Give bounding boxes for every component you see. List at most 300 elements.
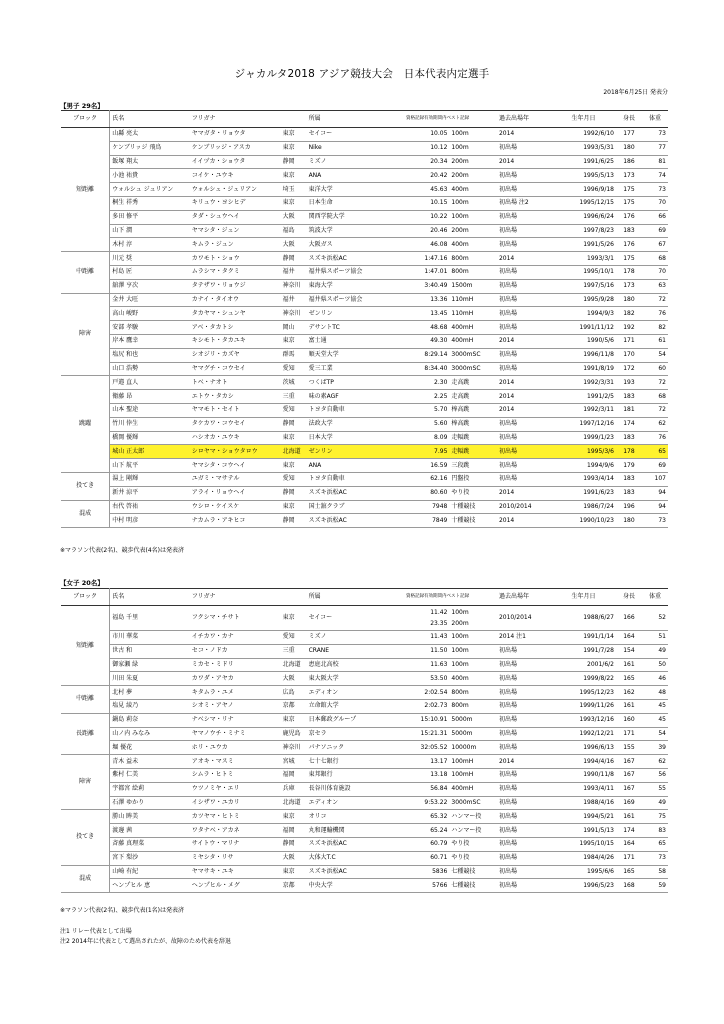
cell-kana: フクシマ・チサト xyxy=(190,606,281,631)
cell-affil: ミズノ xyxy=(307,155,404,169)
cell-past: 初出場 xyxy=(497,321,551,335)
cell-name: ヘンプヒル 恵 xyxy=(110,879,190,893)
cell-event: 200m xyxy=(449,155,497,169)
women-note: ※マラソン代表(2名)、競歩代表(1名)は発表済 xyxy=(60,907,185,914)
cell-height: 170 xyxy=(616,348,642,362)
cell-kana: イイヅカ・ショウタ xyxy=(190,155,281,169)
cell-past: 2014 xyxy=(497,486,551,500)
cell-kana: ハシオカ・ユウキ xyxy=(190,431,281,445)
table-row xyxy=(61,279,668,293)
cell-weight: 107 xyxy=(642,472,668,486)
cell-height: 171 xyxy=(616,334,642,348)
cell-weight: 54 xyxy=(642,348,668,362)
cell-height: 161 xyxy=(616,699,642,713)
cell-affil: ミズノ xyxy=(307,631,404,645)
header-pref xyxy=(281,589,307,606)
cell-record: 20.46 xyxy=(404,224,449,238)
cell-record: 60.71 xyxy=(404,851,449,865)
cell-past: 初出場 xyxy=(497,782,551,796)
cell-event: 100mH xyxy=(449,768,497,782)
cell-height: 169 xyxy=(616,796,642,810)
cell-event: やり投 xyxy=(449,837,497,851)
block-label: 投てき xyxy=(61,810,110,865)
cell-past: 初出場 xyxy=(497,445,551,459)
cell-birth: 1996/9/18 xyxy=(551,183,616,197)
cell-height: 164 xyxy=(616,837,642,851)
cell-record: 2.25 xyxy=(404,390,449,404)
block-label: 跳躍 xyxy=(61,376,110,473)
cell-birth: 1992/3/31 xyxy=(551,376,616,390)
cell-record: 11.63 xyxy=(404,658,449,672)
cell-past: 初出場 xyxy=(497,727,551,741)
cell-kana: タカヤマ・シュンヤ xyxy=(190,307,281,321)
cell-past: 初出場 xyxy=(497,658,551,672)
cell-record: 5766 xyxy=(404,879,449,893)
cell-weight: 69 xyxy=(642,224,668,238)
block-label: 障害 xyxy=(61,755,110,810)
cell-pref: 愛知 xyxy=(281,362,307,376)
cell-affil: トヨタ自動車 xyxy=(307,403,404,417)
cell-birth: 1993/3/1 xyxy=(551,252,616,266)
cell-affil: 愛三工業 xyxy=(307,362,404,376)
cell-affil: 丸和運輸機関 xyxy=(307,824,404,838)
cell-record: 49.30 xyxy=(404,334,449,348)
cell-pref: 大阪 xyxy=(281,210,307,224)
table-row xyxy=(61,196,668,210)
header-past: 過去出場年 xyxy=(497,111,551,128)
cell-weight: 52 xyxy=(642,606,668,631)
cell-height: 180 xyxy=(616,141,642,155)
cell-height: 180 xyxy=(616,293,642,307)
cell-event: 3000mSC xyxy=(449,348,497,362)
cell-pref: 北海道 xyxy=(281,796,307,810)
cell-height: 161 xyxy=(616,658,642,672)
cell-kana: ケンブリッジ・アスカ xyxy=(190,141,281,155)
cell-event: 400mH xyxy=(449,334,497,348)
cell-past: 2014 xyxy=(497,755,551,769)
cell-record: 80.60 xyxy=(404,486,449,500)
cell-affil: エディオン xyxy=(307,796,404,810)
cell-event: 5000m xyxy=(449,727,497,741)
cell-name: 山崎 有紀 xyxy=(110,865,190,879)
cell-pref: 東京 xyxy=(281,713,307,727)
cell-birth: 1996/6/13 xyxy=(551,741,616,755)
cell-pref: 静岡 xyxy=(281,514,307,528)
cell-event-line-2: 200m xyxy=(451,620,469,627)
cell-height: 162 xyxy=(616,686,642,700)
cell-height: 154 xyxy=(616,644,642,658)
cell-affil: 東邦銀行 xyxy=(307,768,404,782)
cell-pref: 福岡 xyxy=(281,824,307,838)
cell-affil: 東海大学 xyxy=(307,279,404,293)
cell-kana: カツヤマ・ヒトミ xyxy=(190,810,281,824)
cell-height: 164 xyxy=(616,631,642,645)
header-kana: フリガナ xyxy=(190,111,281,128)
table-row xyxy=(61,307,668,321)
cell-record: 5.60 xyxy=(404,417,449,431)
table-row xyxy=(61,334,668,348)
table-row xyxy=(61,210,668,224)
cell-event: 七種競技 xyxy=(449,865,497,879)
cell-past: 初出場 xyxy=(497,837,551,851)
cell-affil: ANA xyxy=(307,169,404,183)
cell-pref: 愛知 xyxy=(281,472,307,486)
cell-record: 13.17 xyxy=(404,755,449,769)
cell-record-line: 11.42 xyxy=(430,609,448,616)
cell-past: 初出場 xyxy=(497,169,551,183)
cell-height: 173 xyxy=(616,169,642,183)
cell-affil: セイコー xyxy=(307,128,404,142)
cell-birth: 1995/5/13 xyxy=(551,169,616,183)
cell-past: 初出場 xyxy=(497,672,551,686)
cell-kana: ヤマノウチ・ミナミ xyxy=(190,727,281,741)
cell-birth: 1999/11/26 xyxy=(551,699,616,713)
cell-name: 新井 涼平 xyxy=(110,486,190,500)
cell-past: 2014 xyxy=(497,334,551,348)
cell-height: 192 xyxy=(616,321,642,335)
cell-record: 10.05 xyxy=(404,128,449,142)
cell-birth: 1995/9/28 xyxy=(551,293,616,307)
cell-pref: 静岡 xyxy=(281,252,307,266)
cell-kana: カワダ・アヤカ xyxy=(190,672,281,686)
cell-height: 167 xyxy=(616,782,642,796)
cell-record: 13.45 xyxy=(404,307,449,321)
cell-event: 400m xyxy=(449,672,497,686)
cell-affil: スズキ浜松AC xyxy=(307,837,404,851)
cell-kana: ナベシマ・リナ xyxy=(190,713,281,727)
cell-kana: タケカワ・コウセイ xyxy=(190,417,281,431)
cell-weight: 76 xyxy=(642,307,668,321)
header-record: 資格記録有効期間内ベスト記録 xyxy=(404,111,449,128)
cell-birth: 1991/5/13 xyxy=(551,824,616,838)
cell-name: 金井 大旺 xyxy=(110,293,190,307)
cell-birth: 1994/4/16 xyxy=(551,755,616,769)
cell-record: 32:05.52 xyxy=(404,741,449,755)
cell-event: 100m xyxy=(449,196,497,210)
cell-height: 181 xyxy=(616,403,642,417)
cell-event: 三段跳 xyxy=(449,459,497,473)
cell-name: 石澤 ゆかり xyxy=(110,796,190,810)
cell-record-line-2: 23.35 xyxy=(430,620,448,627)
cell-height: 193 xyxy=(616,376,642,390)
cell-affil: 法政大学 xyxy=(307,417,404,431)
cell-event: 5000m xyxy=(449,713,497,727)
cell-affil: エディオン xyxy=(307,686,404,700)
cell-height: 178 xyxy=(616,445,642,459)
cell-birth: 1991/5/26 xyxy=(551,238,616,252)
cell-name: 木村 淳 xyxy=(110,238,190,252)
cell-pref: 北海道 xyxy=(281,658,307,672)
table-row xyxy=(61,644,668,658)
cell-kana: イチカワ・カナ xyxy=(190,631,281,645)
cell-height: 155 xyxy=(616,741,642,755)
cell-weight: 67 xyxy=(642,238,668,252)
cell-event: 200m xyxy=(449,224,497,238)
cell-weight: 68 xyxy=(642,252,668,266)
cell-past: 初出場 xyxy=(497,644,551,658)
cell-weight: 94 xyxy=(642,500,668,514)
cell-past: 初出場 xyxy=(497,879,551,893)
cell-pref: 埼玉 xyxy=(281,183,307,197)
page-title: ジャカルタ2018 アジア競技大会 日本代表内定選手 xyxy=(234,68,490,80)
cell-name: 川元 奨 xyxy=(110,252,190,266)
cell-affil: 筑波大学 xyxy=(307,224,404,238)
table-row xyxy=(61,606,668,631)
cell-kana: イシザワ・ユカリ xyxy=(190,796,281,810)
cell-birth: 1992/3/11 xyxy=(551,403,616,417)
cell-height: 176 xyxy=(616,238,642,252)
cell-name: 高山 峻野 xyxy=(110,307,190,321)
cell-event: 400m xyxy=(449,183,497,197)
cell-kana: アオキ・マスミ xyxy=(190,755,281,769)
cell-past: 2014 注1 xyxy=(497,631,551,645)
cell-height: 173 xyxy=(616,279,642,293)
cell-height: 186 xyxy=(616,155,642,169)
cell-event: 100m xyxy=(449,658,497,672)
cell-height: 183 xyxy=(616,390,642,404)
cell-kana: ミヤシタ・リサ xyxy=(190,851,281,865)
block-label: 中距離 xyxy=(61,252,110,293)
cell-birth: 1994/9/6 xyxy=(551,459,616,473)
table-row xyxy=(61,727,668,741)
cell-name: 小池 祐貴 xyxy=(110,169,190,183)
cell-name: 御家瀬 緑 xyxy=(110,658,190,672)
cell-height: 171 xyxy=(616,727,642,741)
cell-height: 161 xyxy=(616,810,642,824)
table-row xyxy=(61,128,668,142)
cell-name: 塩見 綾乃 xyxy=(110,699,190,713)
cell-weight: 72 xyxy=(642,293,668,307)
cell-kana: アベ・タカトシ xyxy=(190,321,281,335)
table-row xyxy=(61,403,668,417)
cell-weight: 61 xyxy=(642,334,668,348)
cell-affil: 富士通 xyxy=(307,334,404,348)
cell-kana: ムラシマ・タクミ xyxy=(190,265,281,279)
cell-affil: 立命館大学 xyxy=(307,699,404,713)
cell-kana: ヤマモト・セイト xyxy=(190,403,281,417)
cell-record: 20.34 xyxy=(404,155,449,169)
block-label: 短距離 xyxy=(61,606,110,686)
cell-kana: カナイ・タイオウ xyxy=(190,293,281,307)
cell-affil: オリコ xyxy=(307,810,404,824)
cell-kana: ウシロ・ケイスケ xyxy=(190,500,281,514)
cell-birth: 1995/12/15 xyxy=(551,196,616,210)
table-row xyxy=(61,500,668,514)
table-row xyxy=(61,755,668,769)
cell-name: 渡邊 茜 xyxy=(110,824,190,838)
header-weight: 体重 xyxy=(642,589,668,606)
cell-kana: ナカムラ・アキヒコ xyxy=(190,514,281,528)
cell-birth: 1996/5/23 xyxy=(551,879,616,893)
cell-height: 183 xyxy=(616,224,642,238)
cell-past: 初出場 注2 xyxy=(497,196,551,210)
cell-birth: 1991/6/23 xyxy=(551,486,616,500)
cell-kana: ヤマグチ・コウセイ xyxy=(190,362,281,376)
cell-past: 初出場 xyxy=(497,686,551,700)
table-row xyxy=(61,810,668,824)
cell-kana: タテザワ・リョウジ xyxy=(190,279,281,293)
women-roster-table xyxy=(61,588,668,893)
cell-birth: 1988/4/16 xyxy=(551,796,616,810)
table-row xyxy=(61,321,668,335)
cell-past: 初出場 xyxy=(497,348,551,362)
cell-pref: 静岡 xyxy=(281,837,307,851)
cell-event: 棒高跳 xyxy=(449,417,497,431)
cell-name: 宇都宮 絵莉 xyxy=(110,782,190,796)
cell-record: 45.63 xyxy=(404,183,449,197)
cell-birth: 1995/12/23 xyxy=(551,686,616,700)
cell-birth: 1992/6/10 xyxy=(551,128,616,142)
cell-event: 七種競技 xyxy=(449,879,497,893)
cell-weight: 60 xyxy=(642,362,668,376)
cell-name: 山本 聖途 xyxy=(110,403,190,417)
cell-birth: 1995/10/15 xyxy=(551,837,616,851)
cell-birth: 1990/5/6 xyxy=(551,334,616,348)
cell-affil: 福井県スポーツ協会 xyxy=(307,265,404,279)
cell-weight: 73 xyxy=(642,514,668,528)
cell-weight: 46 xyxy=(642,672,668,686)
cell-name: ウォルシュ ジュリアン xyxy=(110,183,190,197)
cell-event: ハンマー投 xyxy=(449,810,497,824)
footnote-1: 注1 リレー代表として出場 xyxy=(60,928,132,935)
cell-name: 山縣 亮太 xyxy=(110,128,190,142)
cell-past: 初出場 xyxy=(497,417,551,431)
table-row xyxy=(61,417,668,431)
cell-kana: タダ・シュウヘイ xyxy=(190,210,281,224)
cell-height: 182 xyxy=(616,307,642,321)
cell-record: 56.84 xyxy=(404,782,449,796)
cell-height: 175 xyxy=(616,196,642,210)
cell-event: 800m xyxy=(449,265,497,279)
cell-height: 183 xyxy=(616,486,642,500)
cell-pref: 東京 xyxy=(281,500,307,514)
table-row xyxy=(61,865,668,879)
cell-birth: 1991/1/14 xyxy=(551,631,616,645)
cell-past: 2014 xyxy=(497,514,551,528)
header-past: 過去出場年 xyxy=(497,589,551,606)
cell-affil: CRANE xyxy=(307,644,404,658)
cell-past: 初出場 xyxy=(497,741,551,755)
cell-name: 山口 浩勢 xyxy=(110,362,190,376)
cell-pref: 大阪 xyxy=(281,672,307,686)
cell-kana: シオジリ・カズヤ xyxy=(190,348,281,362)
cell-kana: エトウ・タカシ xyxy=(190,390,281,404)
cell-weight: 72 xyxy=(642,376,668,390)
header-name: 氏名 xyxy=(110,589,190,606)
cell-event: 100m xyxy=(449,141,497,155)
table-row xyxy=(61,796,668,810)
cell-pref: 愛知 xyxy=(281,403,307,417)
cell-affil: 恵庭北高校 xyxy=(307,658,404,672)
cell-name: 堀 優花 xyxy=(110,741,190,755)
block-label: 投てき xyxy=(61,472,110,500)
announcement-date: 2018年6月25日 発表分 xyxy=(603,89,668,96)
cell-pref: 静岡 xyxy=(281,417,307,431)
cell-height: 175 xyxy=(616,252,642,266)
cell-event: 3000mSC xyxy=(449,362,497,376)
cell-pref: 茨城 xyxy=(281,376,307,390)
women-section-label: 【女子 20名】 xyxy=(60,579,104,587)
cell-affil: ANA xyxy=(307,459,404,473)
table-row xyxy=(61,824,668,838)
cell-affil: スズキ浜松AC xyxy=(307,865,404,879)
cell-affil: Nike xyxy=(307,141,404,155)
cell-name: 多田 修平 xyxy=(110,210,190,224)
cell-past: 初出場 xyxy=(497,851,551,865)
cell-weight: 63 xyxy=(642,279,668,293)
cell-name: 竹川 倖生 xyxy=(110,417,190,431)
men-note: ※マラソン代表(2名)、競歩代表(4名)は発表済 xyxy=(60,547,185,554)
cell-weight: 73 xyxy=(642,851,668,865)
cell-name: 紫村 仁美 xyxy=(110,768,190,782)
header-birth: 生年月日 xyxy=(551,111,616,128)
cell-past: 初出場 xyxy=(497,810,551,824)
cell-record: 2:02.54 xyxy=(404,686,449,700)
cell-record: 15:21.31 xyxy=(404,727,449,741)
cell-birth: 1999/1/23 xyxy=(551,431,616,445)
cell-height: 168 xyxy=(616,879,642,893)
cell-record: 10.12 xyxy=(404,141,449,155)
cell-name: 右代 啓祐 xyxy=(110,500,190,514)
cell-affil: セイコー xyxy=(307,606,404,631)
cell-name: 塩尻 和也 xyxy=(110,348,190,362)
cell-weight: 50 xyxy=(642,658,668,672)
cell-weight: 73 xyxy=(642,128,668,142)
table-row xyxy=(61,265,668,279)
cell-height: 167 xyxy=(616,755,642,769)
cell-record: 11.50 xyxy=(404,644,449,658)
cell-pref: 京都 xyxy=(281,699,307,713)
cell-pref: 神奈川 xyxy=(281,307,307,321)
cell-pref: 東京 xyxy=(281,606,307,631)
cell-event: 400m xyxy=(449,238,497,252)
cell-weight: 49 xyxy=(642,644,668,658)
cell-weight: 72 xyxy=(642,403,668,417)
cell-record: 10.15 xyxy=(404,196,449,210)
cell-affil: つくばTP xyxy=(307,376,404,390)
cell-birth: 1990/10/23 xyxy=(551,514,616,528)
cell-past: 初出場 xyxy=(497,824,551,838)
cell-weight: 45 xyxy=(642,713,668,727)
table-row xyxy=(61,348,668,362)
cell-kana: ウォルシュ・ジュリアン xyxy=(190,183,281,197)
cell-record: 65.32 xyxy=(404,810,449,824)
cell-pref: 東京 xyxy=(281,141,307,155)
women-header-row xyxy=(61,589,668,606)
header-name: 氏名 xyxy=(110,111,190,128)
cell-event: 200m xyxy=(449,169,497,183)
cell-name: 桐生 祥秀 xyxy=(110,196,190,210)
cell-event: 400mH xyxy=(449,321,497,335)
cell-birth: 1995/6/6 xyxy=(551,865,616,879)
cell-record: 1:47.16 xyxy=(404,252,449,266)
cell-weight: 56 xyxy=(642,768,668,782)
cell-past: 初出場 xyxy=(497,472,551,486)
cell-pref: 三重 xyxy=(281,644,307,658)
cell-past: 2014 xyxy=(497,128,551,142)
cell-affil: 大阪ガス xyxy=(307,238,404,252)
cell-affil: 日本大学 xyxy=(307,431,404,445)
header-record: 資格記録有効期間内ベスト記録 xyxy=(404,589,449,606)
cell-name: 村島 匠 xyxy=(110,265,190,279)
cell-name: 衛藤 昂 xyxy=(110,390,190,404)
cell-record: 46.08 xyxy=(404,238,449,252)
cell-height: 177 xyxy=(616,128,642,142)
cell-pref: 福井 xyxy=(281,293,307,307)
table-row xyxy=(61,362,668,376)
cell-event: 走高跳 xyxy=(449,376,497,390)
cell-pref: 東京 xyxy=(281,196,307,210)
